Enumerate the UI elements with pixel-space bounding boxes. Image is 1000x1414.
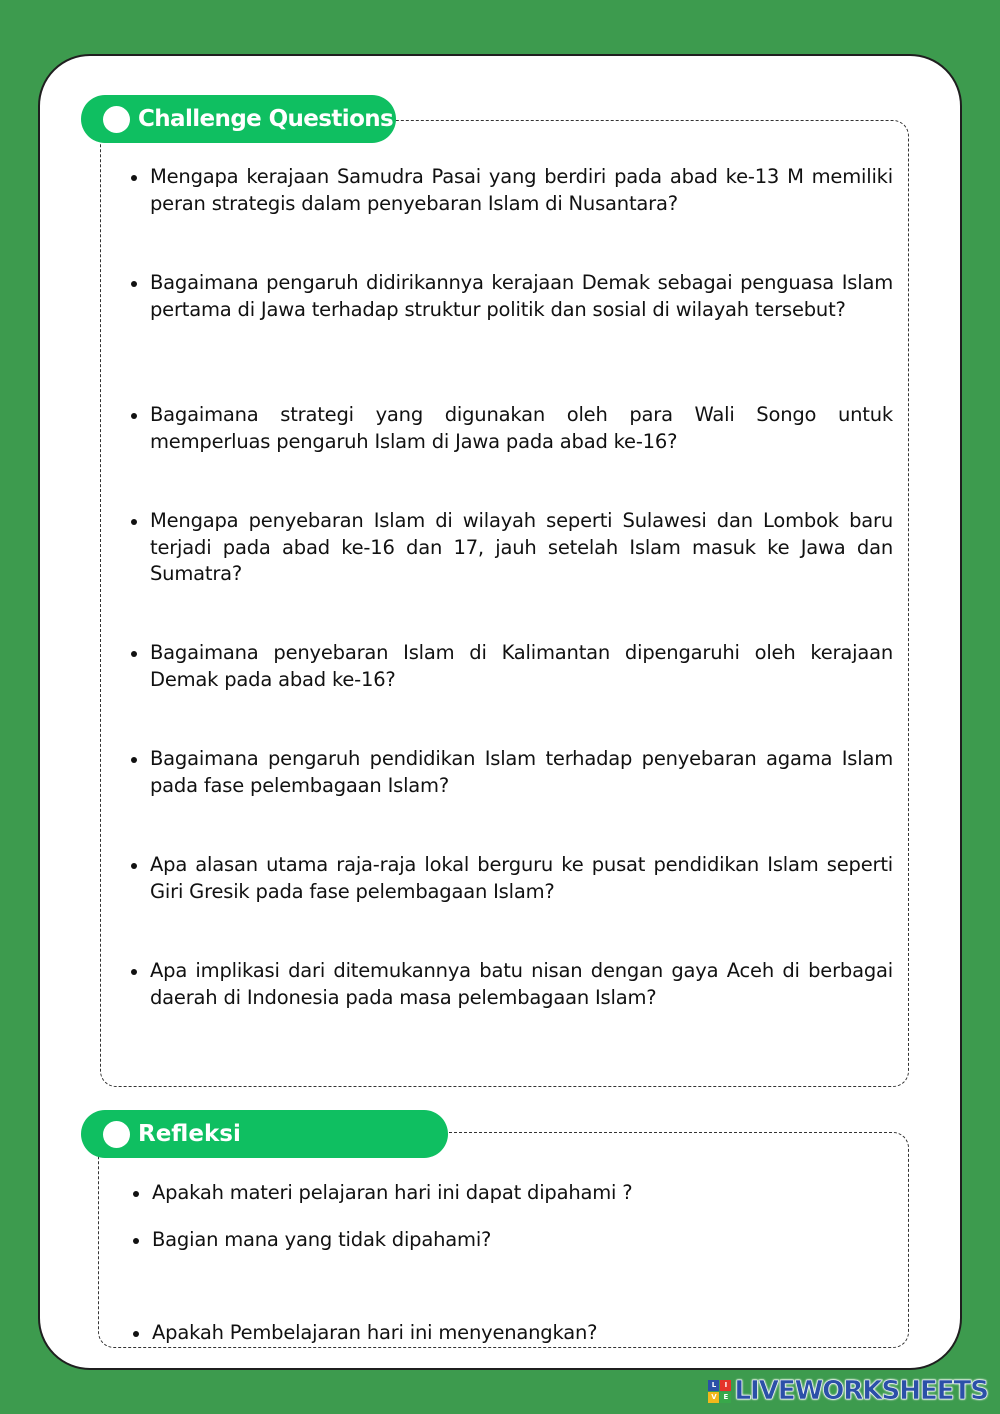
live-block-e: E — [720, 1392, 731, 1403]
refleksi-question-2: Bagian mana yang tidak dipahami? — [152, 1227, 892, 1253]
challenge-questions-box — [100, 120, 909, 1087]
refleksi-question-3: Apakah Pembelajaran hari ini menyenangkan? — [152, 1320, 892, 1346]
challenge-question-1: Mengapa kerajaan Samudra Pasai yang berdiri pada abad ke-13 M memiliki peran strategis dalam penyebaran Islam di Nusantara? — [150, 164, 893, 217]
challenge-question-3: Bagaimana strategi yang digunakan oleh para Wali Songo untuk memperluas pengaruh Islam di Jawa pada abad ke-16? — [150, 402, 893, 455]
refleksi-header — [81, 1110, 448, 1158]
circle-bullet-icon — [103, 106, 130, 133]
challenge-questions-header — [81, 95, 396, 143]
challenge-question-4: Mengapa penyebaran Islam di wilayah seperti Sulawesi dan Lombok baru terjadi pada abad ke-16 dan 17, jauh setelah Islam masuk ke Jawa dan Sumatra? — [150, 508, 893, 588]
live-block-l: L — [708, 1380, 719, 1391]
liveworksheets-text: LIVEWORKSHEETS — [734, 1376, 988, 1406]
challenge-question-5: Bagaimana penyebaran Islam di Kalimantan dipengaruhi oleh kerajaan Demak pada abad ke-16? — [150, 640, 893, 693]
live-block-i: I — [720, 1380, 731, 1391]
live-block-v: V — [708, 1392, 719, 1403]
refleksi-title: Refleksi — [138, 1121, 241, 1147]
refleksi-question-1: Apakah materi pelajaran hari ini dapat dipahami ? — [152, 1180, 892, 1206]
challenge-question-6: Bagaimana pengaruh pendidikan Islam terhadap penyebaran agama Islam pada fase pelembagaan Islam? — [150, 746, 893, 799]
liveworksheets-logo — [708, 1376, 988, 1406]
challenge-question-7: Apa alasan utama raja-raja lokal berguru ke pusat pendidikan Islam seperti Giri Gresik pada fase pelembagaan Islam? — [150, 852, 893, 905]
live-blocks-icon — [708, 1380, 731, 1403]
challenge-question-2: Bagaimana pengaruh didirikannya kerajaan Demak sebagai penguasa Islam pertama di Jawa terhadap struktur politik dan sosial di wilayah tersebut? — [150, 270, 893, 323]
challenge-question-8: Apa implikasi dari ditemukannya batu nisan dengan gaya Aceh di berbagai daerah di Indonesia pada masa pelembagaan Islam? — [150, 958, 893, 1011]
circle-bullet-icon — [103, 1121, 130, 1148]
challenge-questions-title: Challenge Questions — [138, 106, 394, 132]
